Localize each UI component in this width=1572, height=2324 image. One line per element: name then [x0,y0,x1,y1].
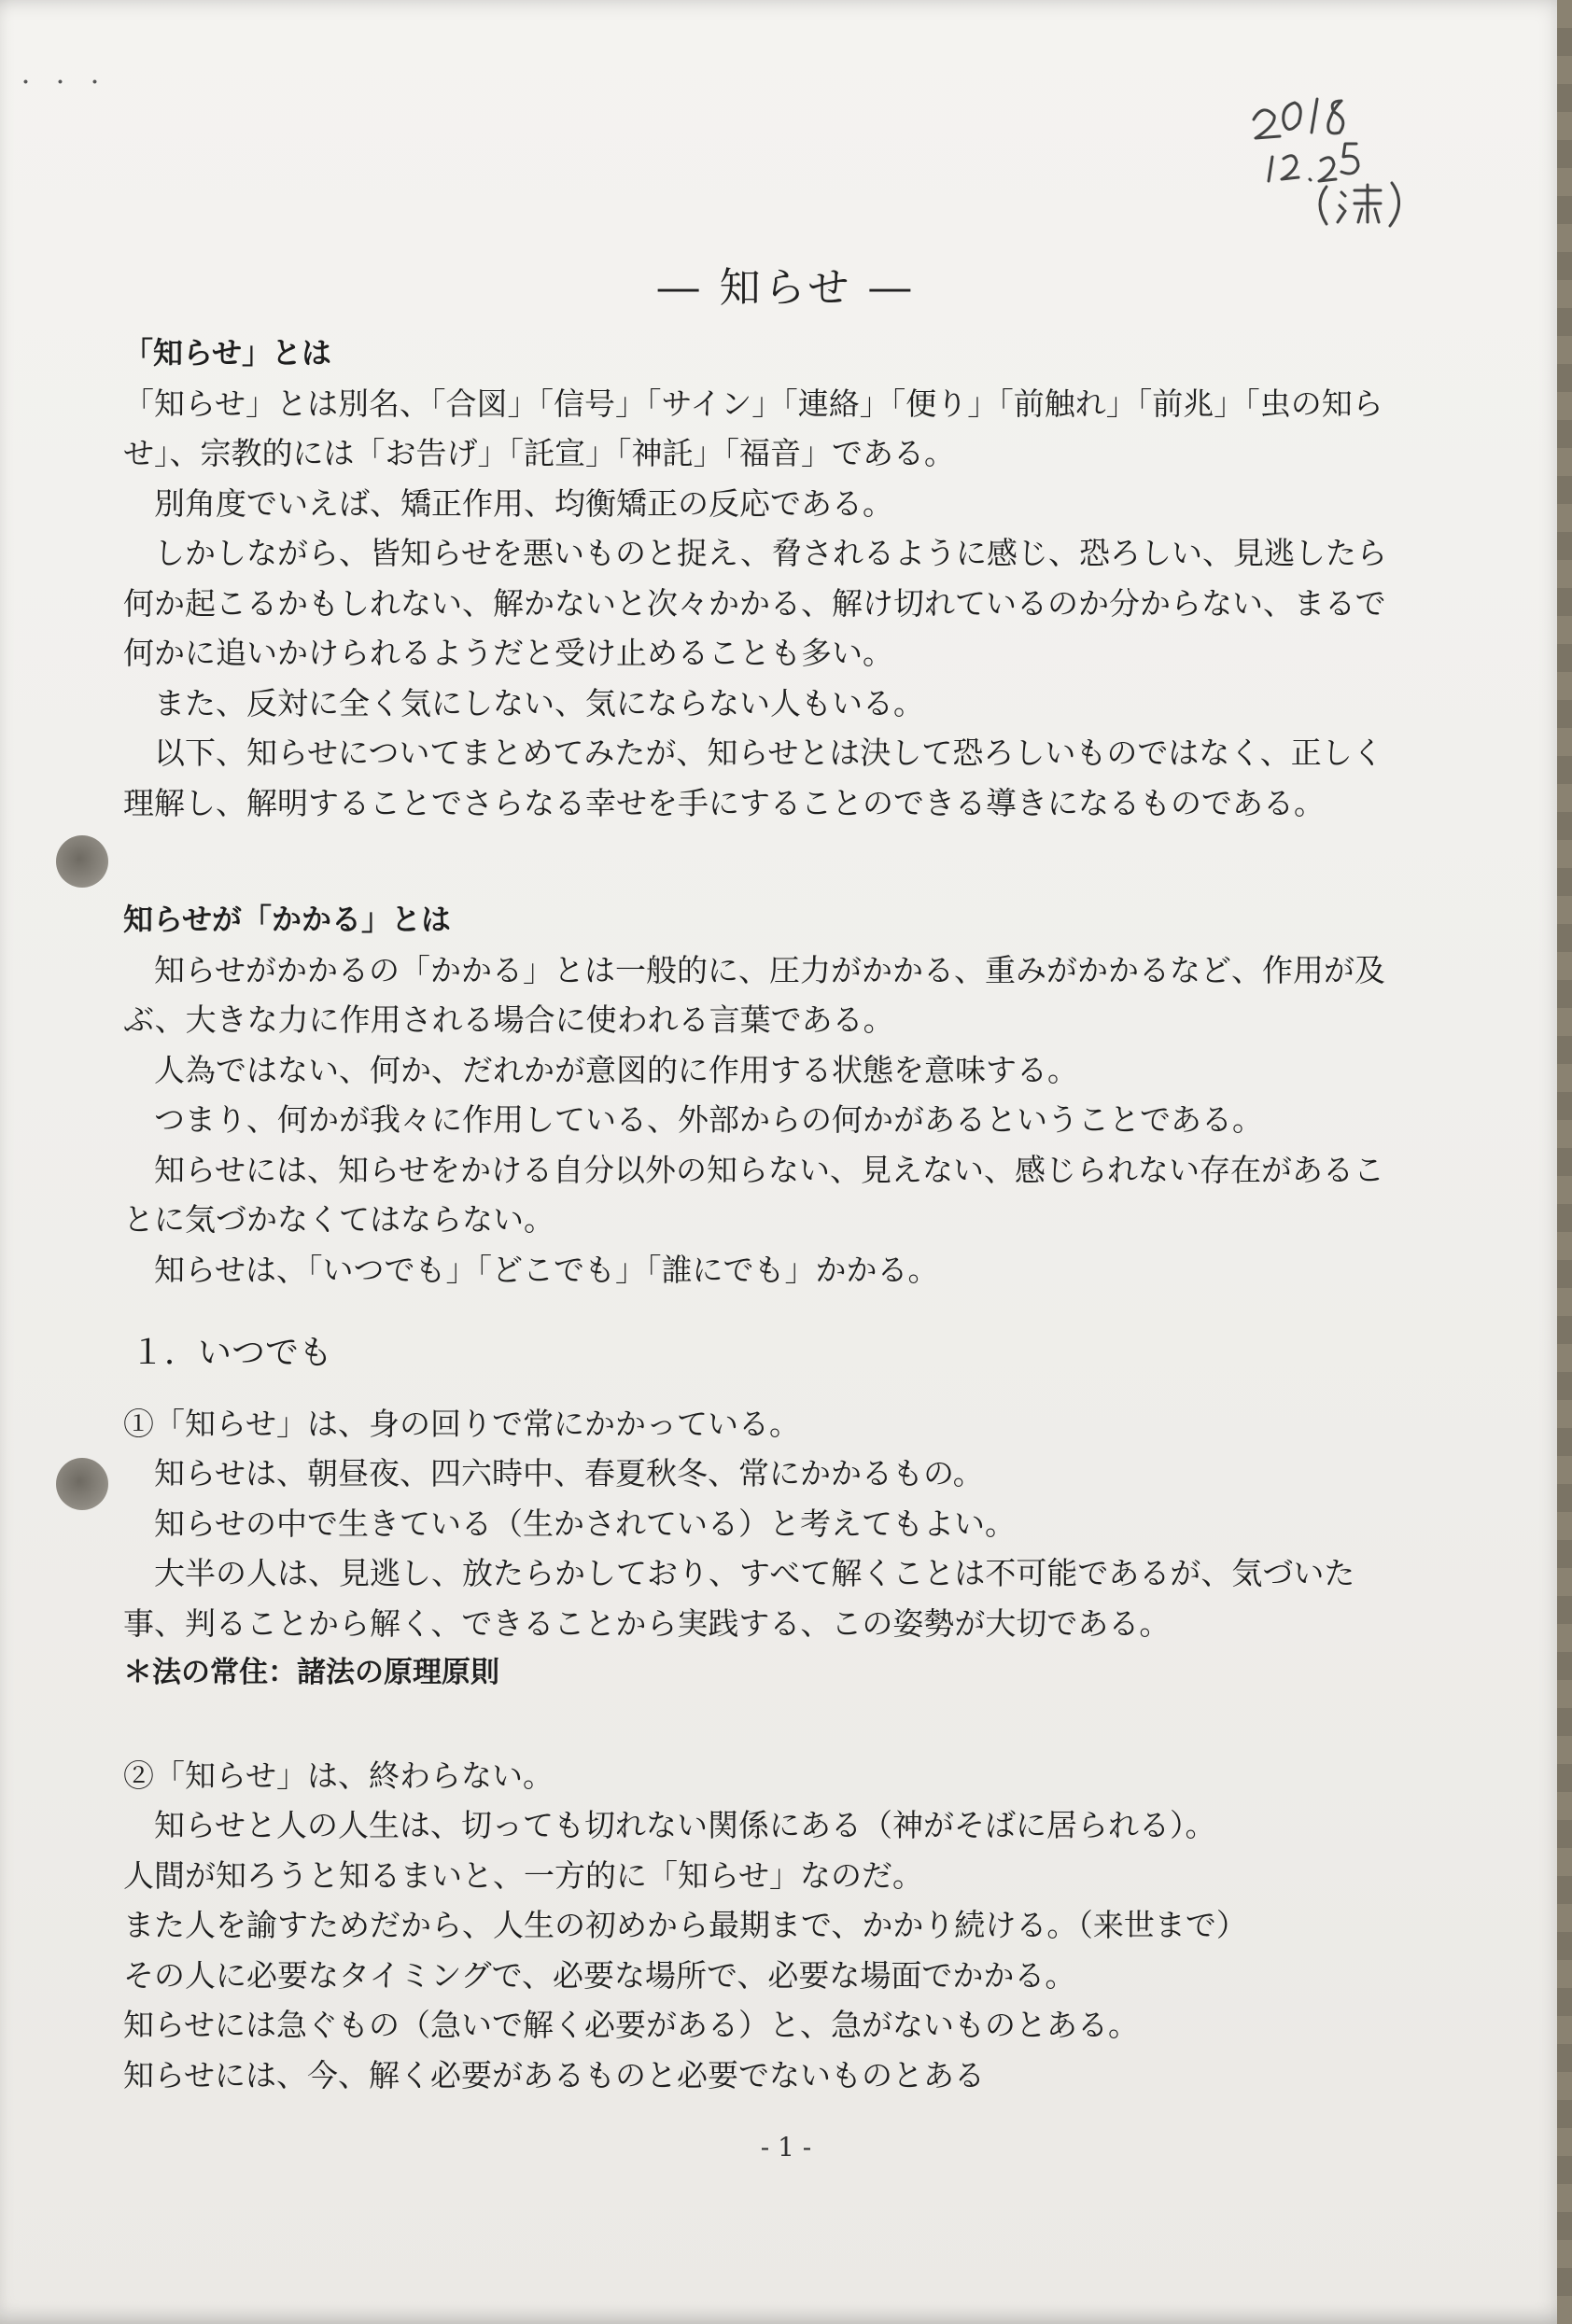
paragraph: 「知らせ」とは別名、「合図」「信号」「サイン」「連絡」「便り」「前触れ」「前兆」「虫の知らせ」、宗教的には「お告げ」「託宣」「神託」「福音」である。 [123,385,1383,471]
list-item-line: 大半の人は、見逃し、放たらかしており、すべて解くことは不可能であるが、気づいた事、判ることから解く、できることから実践する、この姿勢が大切である。 [123,1555,1355,1642]
punch-hole-upper [56,835,108,888]
paragraph: 人為ではない、何か、だれかが意図的に作用する状態を意味する。 [154,1051,1078,1088]
spacer [123,1699,1411,1751]
list-item-line: 知らせの中で生きている（生かされている）と考えてもよい。 [154,1505,1017,1542]
note-line: ＊法の常住：諸法の原理原則 [123,1656,499,1689]
paragraph: 知らせは、「いつでも」「どこでも」「誰にでも」かかる。 [154,1251,939,1288]
list-item-line: 知らせには、今、解く必要があるものと必要でないものとある [123,2056,986,2093]
paragraph: 知らせがかかるの「かかる」とは一般的に、圧力がかかる、重みがかかるなど、作用が及ぶ、大きな力に作用される場合に使われる言葉である。 [123,951,1386,1038]
paper-specks: ･･･ [21,72,125,95]
document-body [123,329,1411,2100]
list-item-title: ①「知らせ」は、身の回りで常にかかっている。 [123,1405,801,1442]
background-edge [1557,0,1572,2324]
list-item-line: 知らせと人の人生は、切っても切れない関係にある（神がそばに居られる）。 [154,1807,1216,1843]
paragraph: 以下、知らせについてまとめてみたが、知らせとは決して恐ろしいものではなく、正しく理解し、解明することでさらなる幸せを手にすることのできる導きになるものである。 [123,735,1383,821]
list-item-line: 人間が知ろうと知るまいと、一方的に「知らせ」なのだ。 [123,1856,924,1894]
list-item-line: その人に必要なタイミングで、必要な場所で、必要な場面でかかる。 [123,1956,1076,1994]
list-item-line: また人を諭すためだから、人生の初めから最期まで、かかり続ける。（来世まで） [123,1907,1247,1943]
punch-hole-lower [56,1458,108,1510]
paragraph: 別角度でいえば、矯正作用、均衡矯正の反応である。 [154,484,893,522]
paragraph: 知らせには、知らせをかける自分以外の知らない、見えない、感じられない存在があることに気づかなくてはならない。 [123,1151,1385,1238]
spacer [123,828,1411,895]
list-item-title: ②「知らせ」は、終わらない。 [123,1757,554,1794]
paragraph: つまり、何かが我々に作用している、外部からの何かがあるということである。 [154,1101,1263,1138]
page-number: - 1 - [760,2132,812,2163]
section-heading-kakaru: 知らせが「かかる」とは [123,902,452,937]
page-title: ― 知らせ ― [657,264,915,312]
paragraph: しかしながら、皆知らせを悪いものと捉え、脅されるように感じ、恐ろしい、見逃したら何か起こるかもしれない、解かないと次々かかる、解け切れているのか分からない、まるで何かに追いかけられるようだと受け止めることも多い。 [123,535,1387,671]
list-item-line: 知らせには急ぐもの（急いで解く必要がある）と、急がないものとある。 [123,2007,1140,2043]
handwritten-date-annotation [1237,82,1470,241]
section-heading-itsudemo: １．いつでも [131,1334,333,1372]
list-item-line: 知らせは、朝昼夜、四六時中、春夏秋冬、常にかかるもの。 [154,1455,984,1491]
paragraph: また、反対に全く気にしない、気にならない人もいる。 [154,684,924,721]
section-heading-intro: 「知らせ」とは [123,335,332,371]
